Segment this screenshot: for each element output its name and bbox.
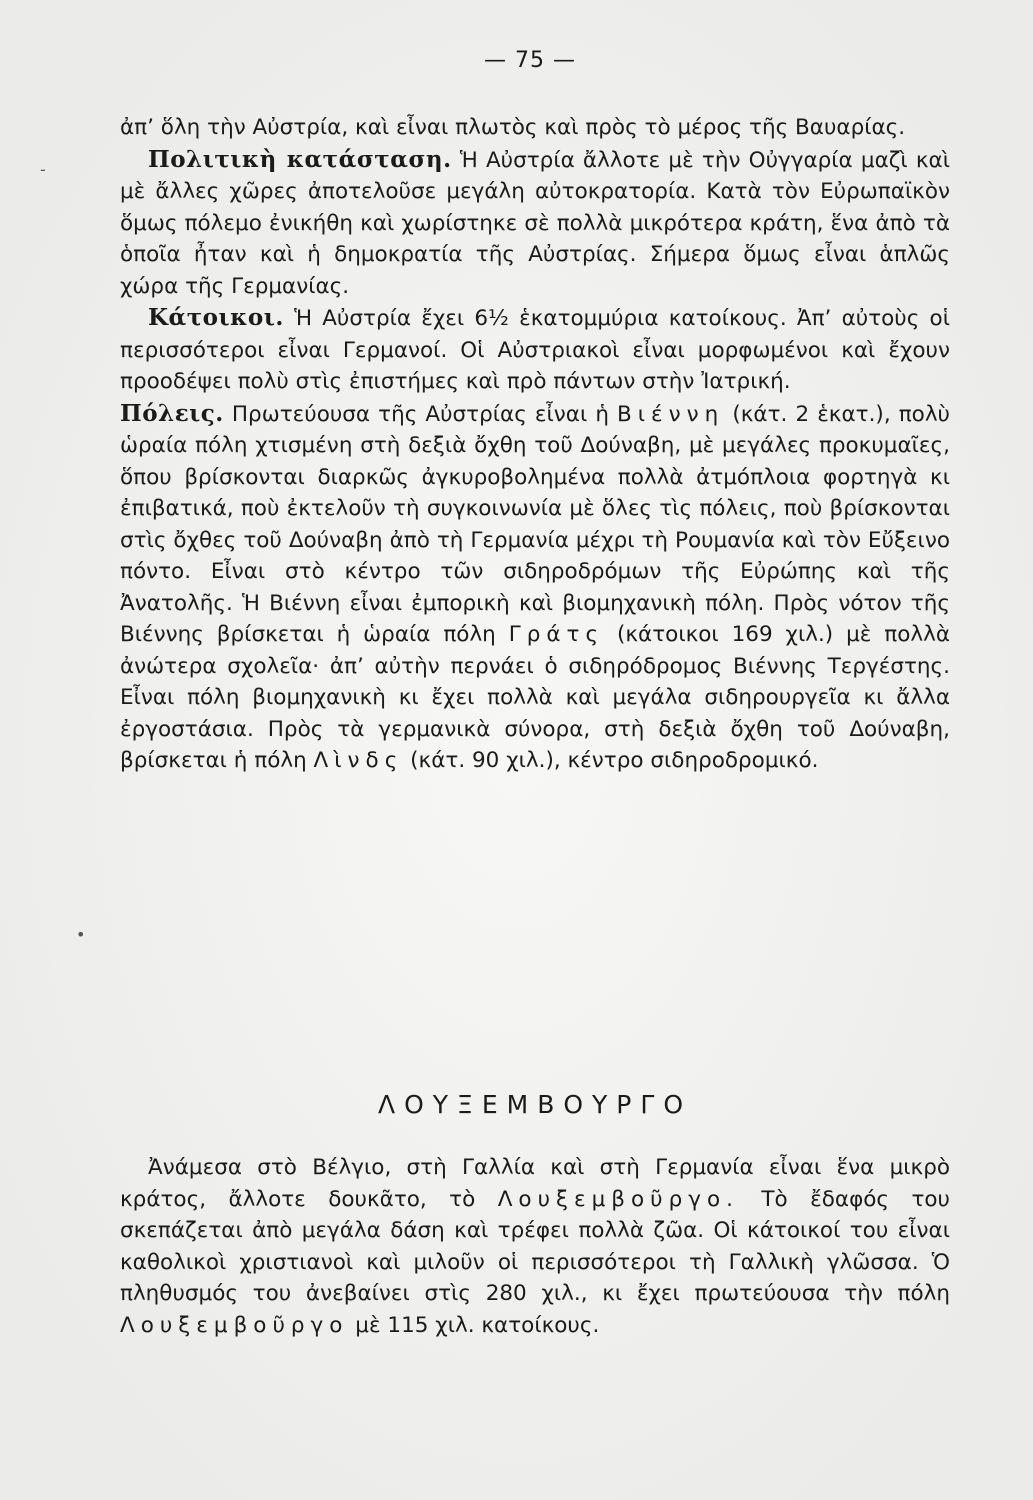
cities-text-2: (κάτ. 2 ἑκατ.), πολὺ ὡραία πόλη χτισμένη στὴ δεξιὰ ὄχθη τοῦ Δούναβη, μὲ μεγάλες προκυμαῖες, ὅπου βρίσκονται διαρκῶς ἀγκυροβολημένα πολλὰ ἀτμόπλοια φορτηγὰ κι ἐπιβατικά, ποὺ ἐκτελοῦν τὴ συγκοινωνία μὲ ὅλες τὶς πόλεις, ποὺ βρίσκονται στὶς ὄχθες τοῦ Δούναβη ἀπὸ τὴ Γερμανία μέχρι τὴ Ρουμανία καὶ τὸν Εὔξεινο πόντο. Εἶναι στὸ κέντρο τῶν σιδηροδρόμων τῆς Εὐρώπης καὶ τῆς Ἀνατολῆς. Ἡ Βιέννη εἶναι ἐμπορικὴ καὶ βιομηχανικὴ πόλη. Πρὸς νότον τῆς Βιέννης βρίσκεται ἡ ὡραία πόλη	[120, 401, 950, 647]
margin-dash-mark: -	[40, 160, 46, 179]
luxembourg-text-3: μὲ 115 χιλ. κατοίκους.	[355, 1312, 600, 1338]
cities-text-4: (κάτ. 90 χιλ.), κέντρο σιδηροδρομικό.	[410, 748, 819, 773]
austria-section	[120, 112, 950, 777]
margin-dot-mark: •	[76, 925, 86, 944]
cities-paragraph	[120, 398, 950, 777]
luxembourg-name: Λουξεμβοῦργο.	[497, 1186, 739, 1212]
luxembourg-heading: ΛΟΥΞΕΜΒΟΥΡΓΟ	[378, 1090, 692, 1119]
luxembourg-section	[120, 1152, 950, 1341]
vienna-name: Βιέννη	[617, 401, 725, 427]
luxembourg-paragraph	[120, 1152, 950, 1341]
austria-intro-paragraph: ἀπ’ ὅλη τὴν Αὐστρία, καὶ εἶναι πλωτὸς καὶ πρὸς τὸ μέρος τῆς Βαυαρίας.	[120, 115, 906, 140]
politics-text: Ἡ Αὐστρία ἄλλοτε μὲ τὴν Οὐγγαρία μαζὶ καὶ μὲ ἄλλες χῶρες ἀποτελοῦσε μεγάλη αὐτοκρατορία. Κατὰ τὸν Εὐρωπαϊκὸν ὅμως πόλεμο ἐνικήθη καὶ χωρίστηκε σὲ πολλὰ μικρότερα κράτη, ἕνα ἀπὸ τὰ ὁποῖα ἦταν καὶ ἡ δημοκρατία τῆς Αὐστρίας. Σήμερα ὅμως εἶναι ἁπλῶς χώρα τῆς Γερμανίας.	[120, 147, 950, 299]
inhabitants-text: Ἡ Αὐστρία ἔχει 6½ ἑκατομμύρια κατοίκους. Ἀπ’ αὐτοὺς οἱ περισσότεροι εἶναι Γερμανοί. Οἱ Αὐστριακοὶ εἶναι μορφωμένοι καὶ ἔχουν προοδέψει πολὺ στὶς ἐπιστήμες καὶ πρὸ πάντων στὴν Ἰατρική.	[120, 306, 950, 394]
politics-paragraph	[120, 144, 950, 303]
cities-heading: Πόλεις.	[120, 399, 224, 427]
cities-text-1: Πρωτεύουσα τῆς Αὐστρίας εἶναι ἡ	[231, 401, 609, 427]
inhabitants-paragraph	[120, 302, 950, 398]
cities-text-3: (κάτοικοι 169 χιλ.) μὲ πολλὰ ἀνώτερα σχολεῖα· ἀπ’ αὐτὴν περνάει ὁ σιδηρόδρομος Βιέννης Τεργέστης. Εἶναι πόλη βιομηχανικὴ κι ἔχει πολλὰ καὶ μεγάλα σιδηρουργεῖα κι ἄλλα ἐργοστάσια. Πρὸς τὰ γερμανικὰ σύνορα, στὴ δεξιὰ ὄχθη τοῦ Δούναβη, βρίσκεται ἡ πόλη	[120, 622, 950, 773]
inhabitants-heading: Κάτοικοι.	[148, 304, 284, 331]
linz-name: Λὶνδς	[313, 748, 404, 773]
politics-heading: Πολιτικὴ κατάσταση.	[148, 145, 452, 173]
graz-name: Γράτς	[508, 622, 605, 647]
page-number: — 75 —	[484, 48, 576, 73]
luxembourg-text-2: Τὸ ἔδαφός του σκεπάζεται ἀπὸ μεγάλα δάση καὶ τρέφει πολλὰ ζῶα. Οἱ κάτοικοί του εἶναι καθολικοὶ χριστιανοὶ καὶ μιλοῦν οἱ περισσότεροι τὴ Γαλλικὴ γλῶσσα. Ὁ πληθυσμός του ἀνεβαίνει στὶς 280 χιλ., κι ἔχει πρωτεύουσα τὴν πόλη	[120, 1186, 950, 1306]
luxembourg-capital: Λουξεμβοῦργο	[120, 1312, 349, 1338]
luxembourg-text-1: Ἀνάμεσα στὸ Βέλγιο, στὴ Γαλλία καὶ στὴ Γερμανία εἶναι ἕνα μικρὸ κράτος, ἄλλοτε δουκᾶτο, τὸ	[120, 1155, 950, 1212]
